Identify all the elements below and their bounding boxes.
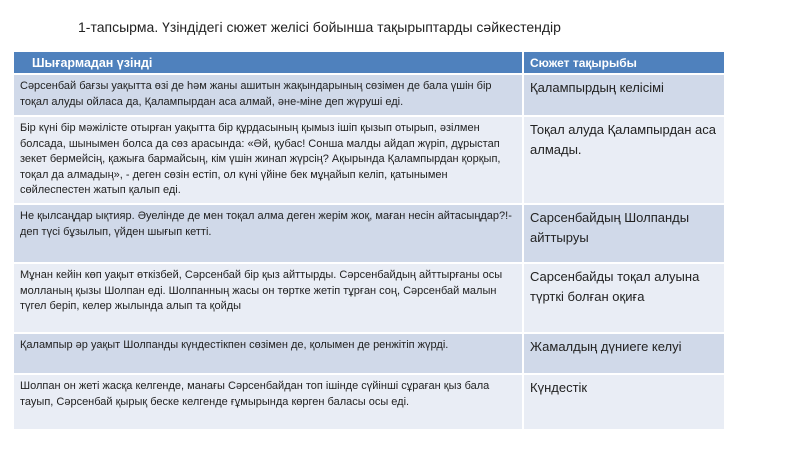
header-excerpt: Шығармадан үзінді xyxy=(14,52,523,74)
excerpt-cell: Мұнан кейін көп уақыт өткізбей, Сәрсенбай бір қыз айттырды. Сәрсенбайдың айттырғаны осы молланың қызы Шолпан еді. Шолпанның жасы он төртке жетіп тұрған соң, Сәрсенбай малын түгел беріп, келер жылында алып та қойды xyxy=(14,263,523,333)
excerpt-cell: Не қылсаңдар ықтияр. Әуелінде де мен тоқал алма деген жерім жоқ, маған несін айтасыңдар?!-деп түсі бұзылып, үйден шығып кетті. xyxy=(14,204,523,263)
topic-cell: Сарсенбайды тоқал алуына түрткі болған оқиға xyxy=(523,263,725,333)
table-row xyxy=(14,74,725,116)
matching-table xyxy=(14,52,726,429)
excerpt-cell: Қалампыр әр уақыт Шолпанды күндестікпен сөзімен де, қолымен де ренжітіп жүрді. xyxy=(14,333,523,374)
table-row xyxy=(14,374,725,429)
excerpt-cell: Бір күні бір мәжілісте отырған уақытта бір құрдасының қымыз ішіп қызып отырып, әзілмен болсада, шынымен болса да сөз арасында: «Әй, қубас! Сонша малды айдап жүріп, дұрыстап зекет бермейсің, қажыға бармайсың, кім үшін жинап жүрсің? Ақырында Қалампырдан қорқып, тоқал да алмадың», - деген сөзін естіп, ол күні үйіне бек мұңайып келіп, қатынымен сөйлеспестен жатып қалып еді. xyxy=(14,116,523,204)
topic-cell: Тоқал алуда Қалампырдан аса алмады. xyxy=(523,116,725,204)
excerpt-cell: Сәрсенбай бағзы уақытта өзі де һәм жаны ашитын жақындарының сөзімен де бала үшін бір тоқал алуды ойласа да, Қалампырдан аса алмай, әне-міне деп жүруші еді. xyxy=(14,74,523,116)
topic-cell: Жамалдың дүниеге келуі xyxy=(523,333,725,374)
topic-cell: Күндестік xyxy=(523,374,725,429)
table-header xyxy=(14,52,725,74)
table-row xyxy=(14,116,725,204)
task-title: 1-тапсырма. Үзіндідегі сюжет желісі бойынша тақырыптарды сәйкестендір xyxy=(78,19,561,35)
table-row xyxy=(14,263,725,333)
topic-cell: Сарсенбайдың Шолпанды айттыруы xyxy=(523,204,725,263)
topic-cell: Қалампырдың келісімі xyxy=(523,74,725,116)
header-topic: Сюжет тақырыбы xyxy=(523,52,725,74)
table-row xyxy=(14,333,725,374)
table-row xyxy=(14,204,725,263)
excerpt-cell: Шолпан он жеті жасқа келгенде, манағы Сәрсенбайдан топ ішінде сүйінші сұраған қыз бала тауып, Сәрсенбай қырық беске келгенде ғұмырында көрген баласы осы еді. xyxy=(14,374,523,429)
